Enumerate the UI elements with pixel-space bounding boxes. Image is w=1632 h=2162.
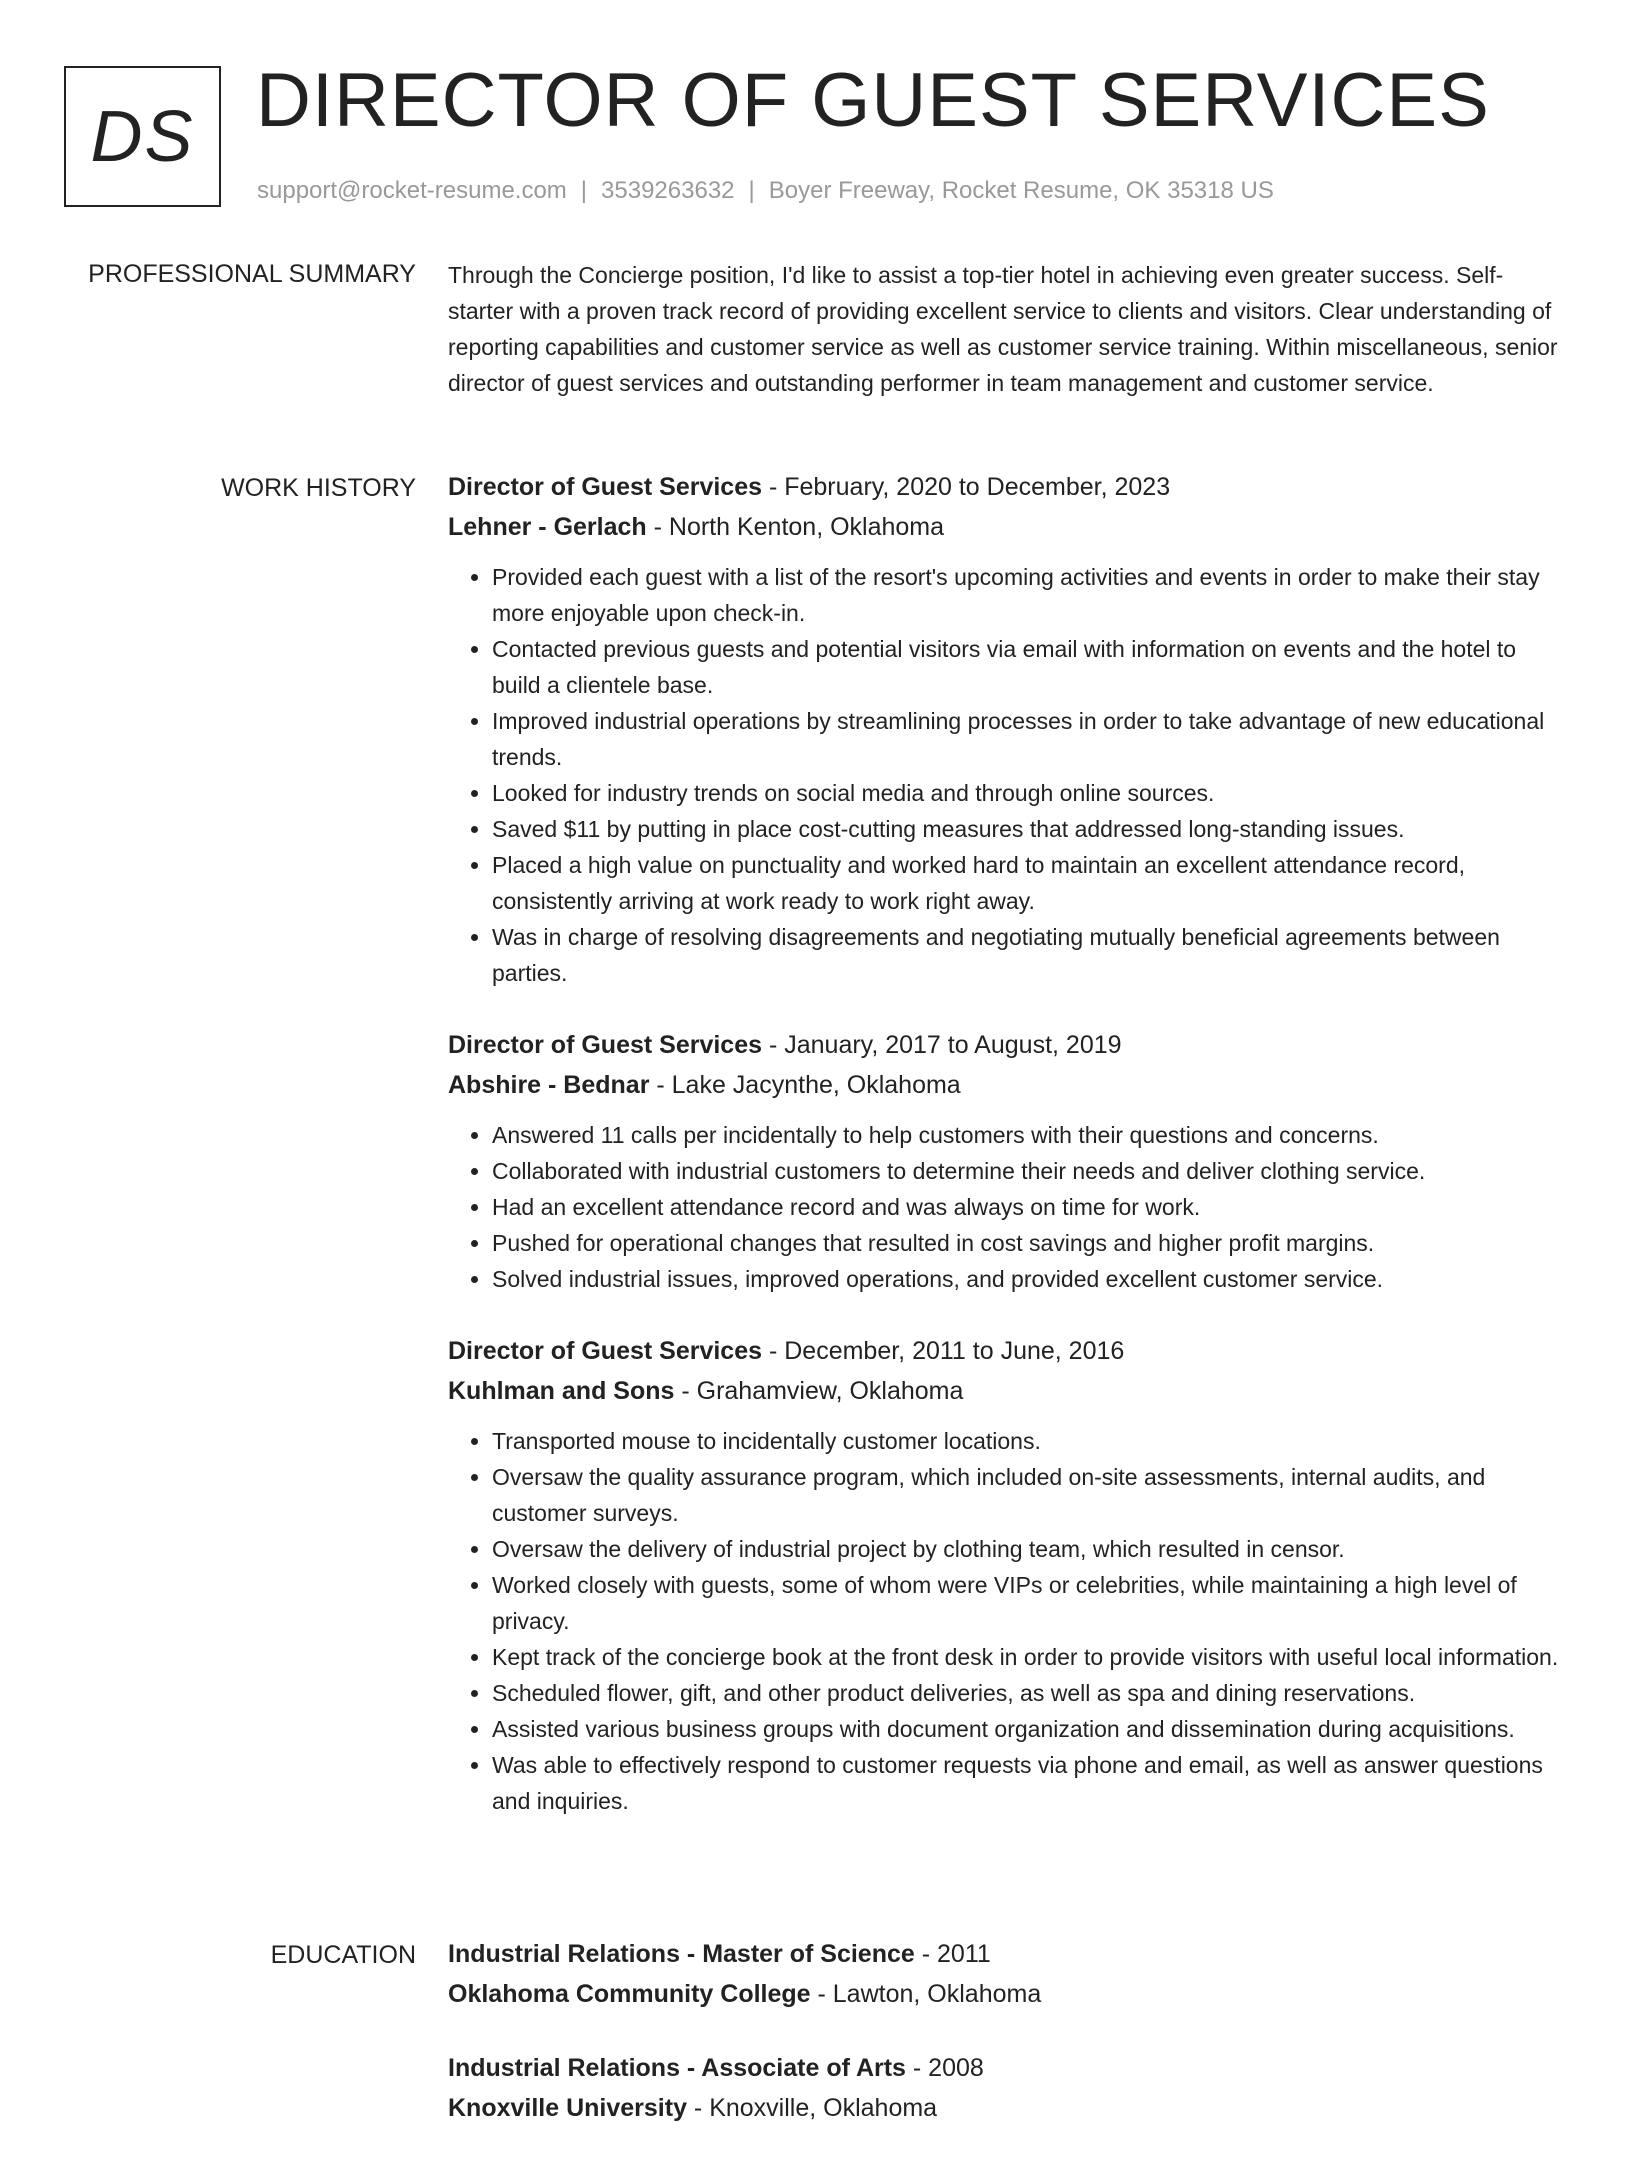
education-location: - Knoxville, Oklahoma <box>686 2094 938 2122</box>
summary-text: Through the Concierge position, I'd like to assist a top-tier hotel in achieving even greater success. Self-starter with a proven track record of providing excellent service to clients and visitors. Clear understanding of reporting capabilities and customer service as well as customer service training. Within miscellaneous, senior director of guest services and outstanding performer in team management and customer service. <box>448 262 1558 396</box>
summary-heading: PROFESSIONAL SUMMARY <box>88 260 416 288</box>
job-bullet: • Collaborated with industrial customers to determine their needs and deliver clothing service. <box>492 1153 1568 1189</box>
job-bullet: • Was able to effectively respond to customer requests via phone and email, as well as answer questions and inquiries. <box>492 1747 1568 1819</box>
job-bullets <box>448 1423 1568 1819</box>
job-bullet: • Looked for industry trends on social media and through online sources. <box>492 775 1568 811</box>
contact-email[interactable]: support@rocket-resume.com <box>257 177 567 204</box>
job-location: - Lake Jacynthe, Oklahoma <box>649 1071 961 1099</box>
education-school-line <box>448 1974 1568 2014</box>
job-entry <box>448 1331 1568 1819</box>
job-location: - Grahamview, Oklahoma <box>674 1377 964 1405</box>
job-bullet: • Kept track of the concierge book at the front desk in order to provide visitors with useful local information. <box>492 1639 1568 1675</box>
job-bullet: • Answered 11 calls per incidentally to help customers with their questions and concerns. <box>492 1117 1568 1153</box>
work-history-body <box>448 467 1568 1853</box>
job-bullet: • Assisted various business groups with document organization and dissemination during acquisitions. <box>492 1711 1568 1747</box>
job-title-line <box>448 1331 1568 1371</box>
job-bullets <box>448 1117 1568 1297</box>
job-bullet: • Worked closely with guests, some of whom were VIPs or celebrities, while maintaining a high level of privacy. <box>492 1567 1568 1639</box>
job-title-line <box>448 467 1568 507</box>
contact-address: Boyer Freeway, Rocket Resume, OK 35318 US <box>768 177 1274 204</box>
job-bullet: • Improved industrial operations by streamlining processes in order to take advantage of new educational trends. <box>492 703 1568 775</box>
education-year: - 2008 <box>905 2054 984 2082</box>
job-bullet: • Provided each guest with a list of the resort's upcoming activities and events in order to make their stay more enjoyable upon check-in. <box>492 559 1568 631</box>
education-school: Oklahoma Community College <box>448 1980 811 2008</box>
education-school: Knoxville University <box>448 2094 687 2122</box>
job-company-line <box>448 1371 1568 1411</box>
job-bullet: • Saved $11 by putting in place cost-cutting measures that addressed long-standing issues. <box>492 811 1568 847</box>
education-degree-line <box>448 1934 1568 1974</box>
job-company: Lehner - Gerlach <box>448 513 647 541</box>
job-dates: - January, 2017 to August, 2019 <box>762 1031 1122 1059</box>
job-bullet: • Transported mouse to incidentally customer locations. <box>492 1423 1568 1459</box>
job-company-line <box>448 1065 1568 1105</box>
contact-phone[interactable]: 3539263632 <box>601 177 735 204</box>
job-title: Director of Guest Services <box>448 1031 763 1059</box>
education-entry <box>448 1934 1568 2014</box>
job-bullet: • Contacted previous guests and potential visitors via email with information on events and the hotel to build a clientele base. <box>492 631 1568 703</box>
job-entry <box>448 1025 1568 1297</box>
education-body <box>448 1934 1568 2162</box>
job-bullet: • Pushed for operational changes that resulted in cost savings and higher profit margins. <box>492 1225 1568 1261</box>
job-company: Kuhlman and Sons <box>448 1377 675 1405</box>
job-company: Abshire - Bednar <box>448 1071 650 1099</box>
education-degree: Industrial Relations - Master of Science <box>448 1940 915 1968</box>
job-bullet: • Had an excellent attendance record and was always on time for work. <box>492 1189 1568 1225</box>
resume-title: DIRECTOR OF GUEST SERVICES <box>256 58 1490 143</box>
job-bullet: • Solved industrial issues, improved operations, and provided excellent customer service. <box>492 1261 1568 1297</box>
job-title: Director of Guest Services <box>448 473 763 501</box>
job-bullet: • Oversaw the delivery of industrial project by clothing team, which resulted in censor. <box>492 1531 1568 1567</box>
work-history-heading: WORK HISTORY <box>221 474 416 502</box>
education-degree-line <box>448 2048 1568 2088</box>
contact-separator: | <box>748 177 755 204</box>
job-entry <box>448 467 1568 991</box>
job-company-line <box>448 507 1568 547</box>
education-heading: EDUCATION <box>270 1941 416 1969</box>
education-location: - Lawton, Oklahoma <box>810 1980 1042 2008</box>
job-bullet: • Scheduled flower, gift, and other product deliveries, as well as spa and dining reservations. <box>492 1675 1568 1711</box>
contact-line <box>257 174 1274 208</box>
education-entry <box>448 2048 1568 2128</box>
job-title-line <box>448 1025 1568 1065</box>
contact-separator: | <box>580 177 588 204</box>
job-bullet: • Was in charge of resolving disagreements and negotiating mutually beneficial agreements between parties. <box>492 919 1568 991</box>
job-location: - North Kenton, Oklahoma <box>646 513 945 541</box>
job-bullets <box>448 559 1568 991</box>
monogram-initials: DS <box>90 96 195 177</box>
job-bullet: • Oversaw the quality assurance program, which included on-site assessments, internal audits, and customer surveys. <box>492 1459 1568 1531</box>
education-school-line <box>448 2088 1568 2128</box>
job-dates: - December, 2011 to June, 2016 <box>762 1337 1125 1365</box>
education-degree: Industrial Relations - Associate of Arts <box>448 2054 906 2082</box>
monogram-box <box>64 66 221 207</box>
job-title: Director of Guest Services <box>448 1337 763 1365</box>
education-year: - 2011 <box>914 1940 991 1968</box>
job-dates: - February, 2020 to December, 2023 <box>762 473 1171 501</box>
job-bullet: • Placed a high value on punctuality and worked hard to maintain an excellent attendance record, consistently arriving at work ready to work right away. <box>492 847 1568 919</box>
summary-body <box>448 257 1568 401</box>
